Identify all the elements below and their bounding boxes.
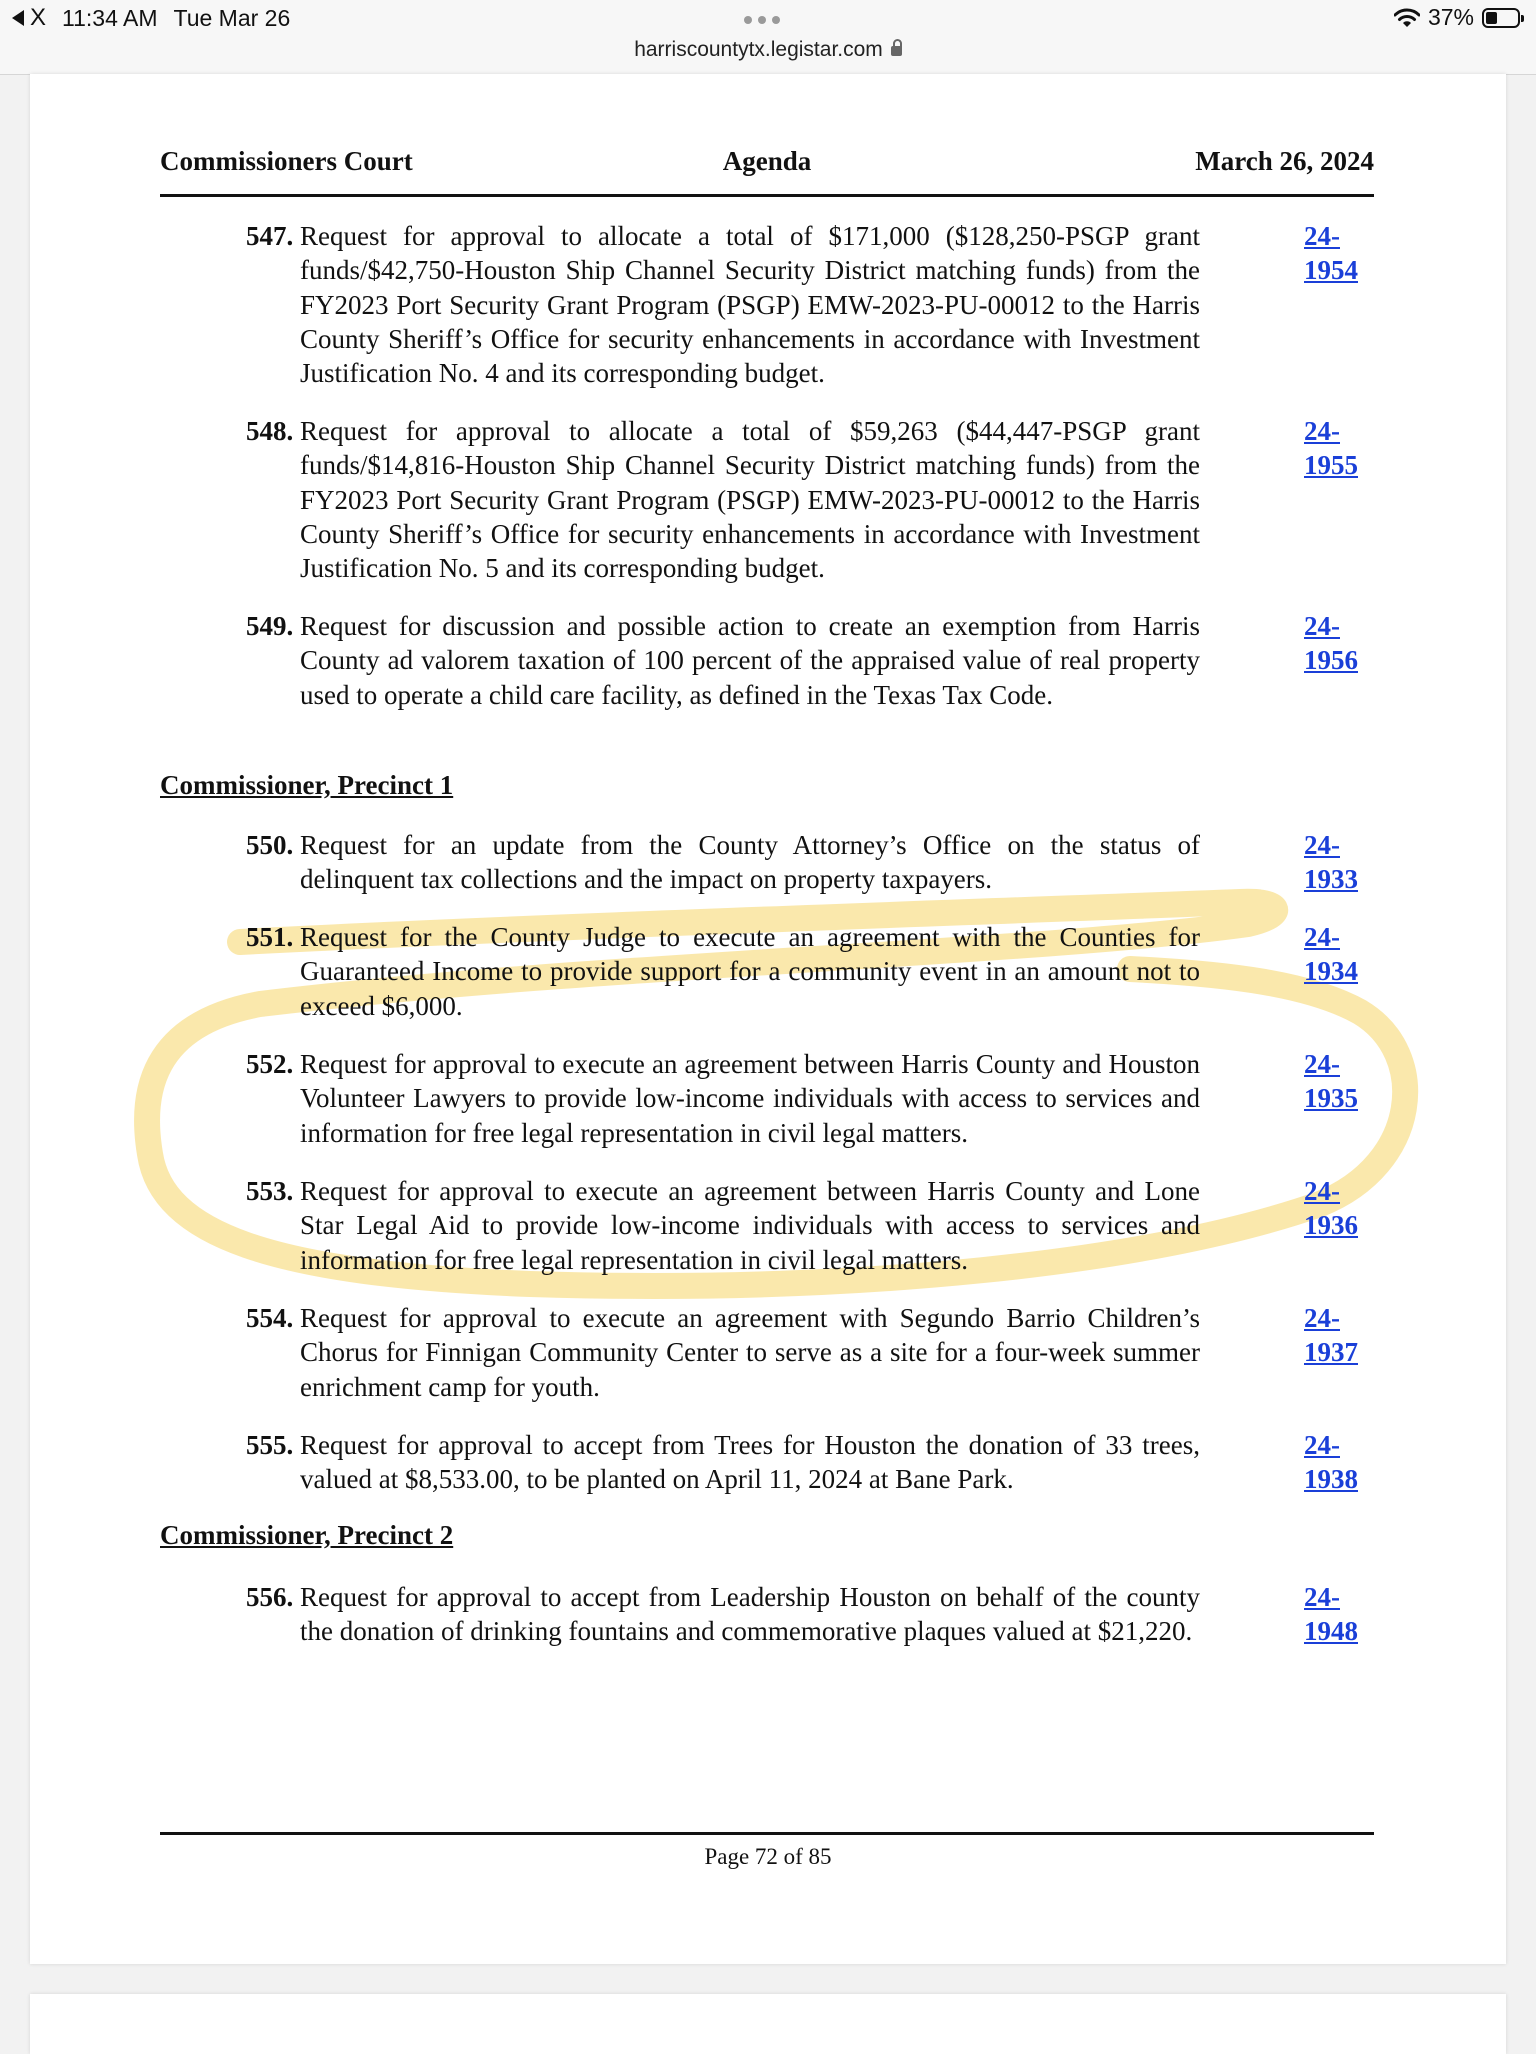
battery-icon: [1482, 8, 1520, 28]
item-text: Request for discussion and possible action to create an exemption from Harris County ad valorem taxation of 100 percent of the appraised value of real property used to operate a child care facility, as defined in the Texas Tax Code.: [300, 611, 1200, 710]
item-number: 549.: [246, 611, 294, 641]
item-file-link[interactable]: 24-1948: [1304, 1582, 1358, 1646]
item-file-link[interactable]: 24-1955: [1304, 416, 1358, 480]
status-date: Tue Mar 26: [173, 4, 291, 31]
pdf-page: [30, 74, 1506, 1964]
item-text: Request for approval to accept from Leadership Houston on behalf of the county the donation of drinking fountains and commemorative plaques valued at $21,220.: [300, 1582, 1200, 1647]
item-file-link[interactable]: 24-1954: [1304, 221, 1358, 285]
header-agenda: Agenda: [722, 146, 812, 176]
status-right: [1394, 4, 1520, 31]
item-text: Request for approval to execute an agreement with Segundo Barrio Children’s Chorus for Finnigan Community Center to serve as a site for a four-week summer enrichment camp for youth.: [300, 1303, 1200, 1402]
item-text: Request for approval to allocate a total of $59,263 ($44,447-PSGP grant funds/$14,816-Houston Ship Channel Security District matching funds) from the FY2023 Port Security Grant Program (PSGP) EMW-2023-PU-00012 to the Harris County Sheriff’s Office for security enhancements in accordance with Investment Justification No. 5 and its corresponding budget.: [300, 416, 1200, 584]
browser-status-bar: [0, 0, 1536, 75]
header-court: Commissioners Court: [160, 146, 413, 176]
back-to-app-button[interactable]: [12, 4, 46, 32]
item-number: 555.: [246, 1430, 294, 1460]
more-dots-icon[interactable]: [744, 16, 780, 24]
item-text: Request for an update from the County Attorney’s Office on the status of delinquent tax collections and the impact on property taxpayers.: [300, 830, 1200, 895]
item-number: 550.: [246, 830, 294, 860]
footer-rule: [160, 1832, 1374, 1835]
page-number: Page 72 of 85: [704, 1844, 832, 1869]
wifi-icon: [1394, 8, 1420, 28]
item-text: Request for approval to execute an agreement between Harris County and Lone Star Legal Aid to provide low-income individuals with access to services and information for free legal representation in civil legal matters.: [300, 1176, 1200, 1275]
lock-icon: [891, 46, 902, 56]
url-text: harriscountytx.legistar.com: [634, 38, 883, 61]
item-file-link[interactable]: 24-1938: [1304, 1430, 1358, 1494]
item-number: 548.: [246, 416, 294, 446]
item-file-link[interactable]: 24-1934: [1304, 922, 1358, 986]
header-date: March 26, 2024: [1195, 146, 1374, 176]
item-file-link[interactable]: 24-1933: [1304, 830, 1358, 894]
close-label: X: [30, 4, 47, 31]
item-text: Request for approval to accept from Trees for Houston the donation of 33 trees, valued at $8,533.00, to be planted on April 11, 2024 at Bane Park.: [300, 1430, 1200, 1495]
item-number: 554.: [246, 1303, 294, 1333]
item-file-link[interactable]: 24-1956: [1304, 611, 1358, 675]
item-number: 551.: [246, 922, 294, 952]
item-text: Request for approval to allocate a total of $171,000 ($128,250-PSGP grant funds/$42,750-Houston Ship Channel Security District matching funds) from the FY2023 Port Security Grant Program (PSGP) EMW-2023-PU-00012 to the Harris County Sheriff’s Office for security enhancements in accordance with Investment Justification No. 4 and its corresponding budget.: [300, 221, 1200, 389]
next-pdf-page: [30, 1994, 1506, 2054]
status-time: 11:34 AM: [62, 4, 158, 31]
battery-percent: 37%: [1427, 4, 1474, 30]
item-number: 556.: [246, 1582, 294, 1612]
section-heading-precinct-2: Commissioner, Precinct 2: [160, 1520, 454, 1550]
section-heading-precinct-1: Commissioner, Precinct 1: [160, 770, 454, 800]
header-rule: [160, 194, 1374, 197]
item-file-link[interactable]: 24-1935: [1304, 1049, 1358, 1113]
back-triangle-icon: [12, 10, 24, 26]
item-number: 553.: [246, 1176, 294, 1206]
item-file-link[interactable]: 24-1936: [1304, 1176, 1358, 1240]
item-file-link[interactable]: 24-1937: [1304, 1303, 1358, 1367]
status-left: [12, 4, 290, 32]
agenda-header: [160, 146, 1374, 186]
url-bar[interactable]: [0, 38, 1536, 62]
item-number: 547.: [246, 221, 294, 251]
item-number: 552.: [246, 1049, 294, 1079]
item-text: Request for approval to execute an agreement between Harris County and Houston Volunteer Lawyers to provide low-income individuals with access to services and information for free legal representation in civil legal matters.: [300, 1049, 1200, 1148]
item-text: Request for the County Judge to execute an agreement with the Counties for Guaranteed Income to provide support for a community event in an amount not to exceed $6,000.: [300, 922, 1200, 1021]
